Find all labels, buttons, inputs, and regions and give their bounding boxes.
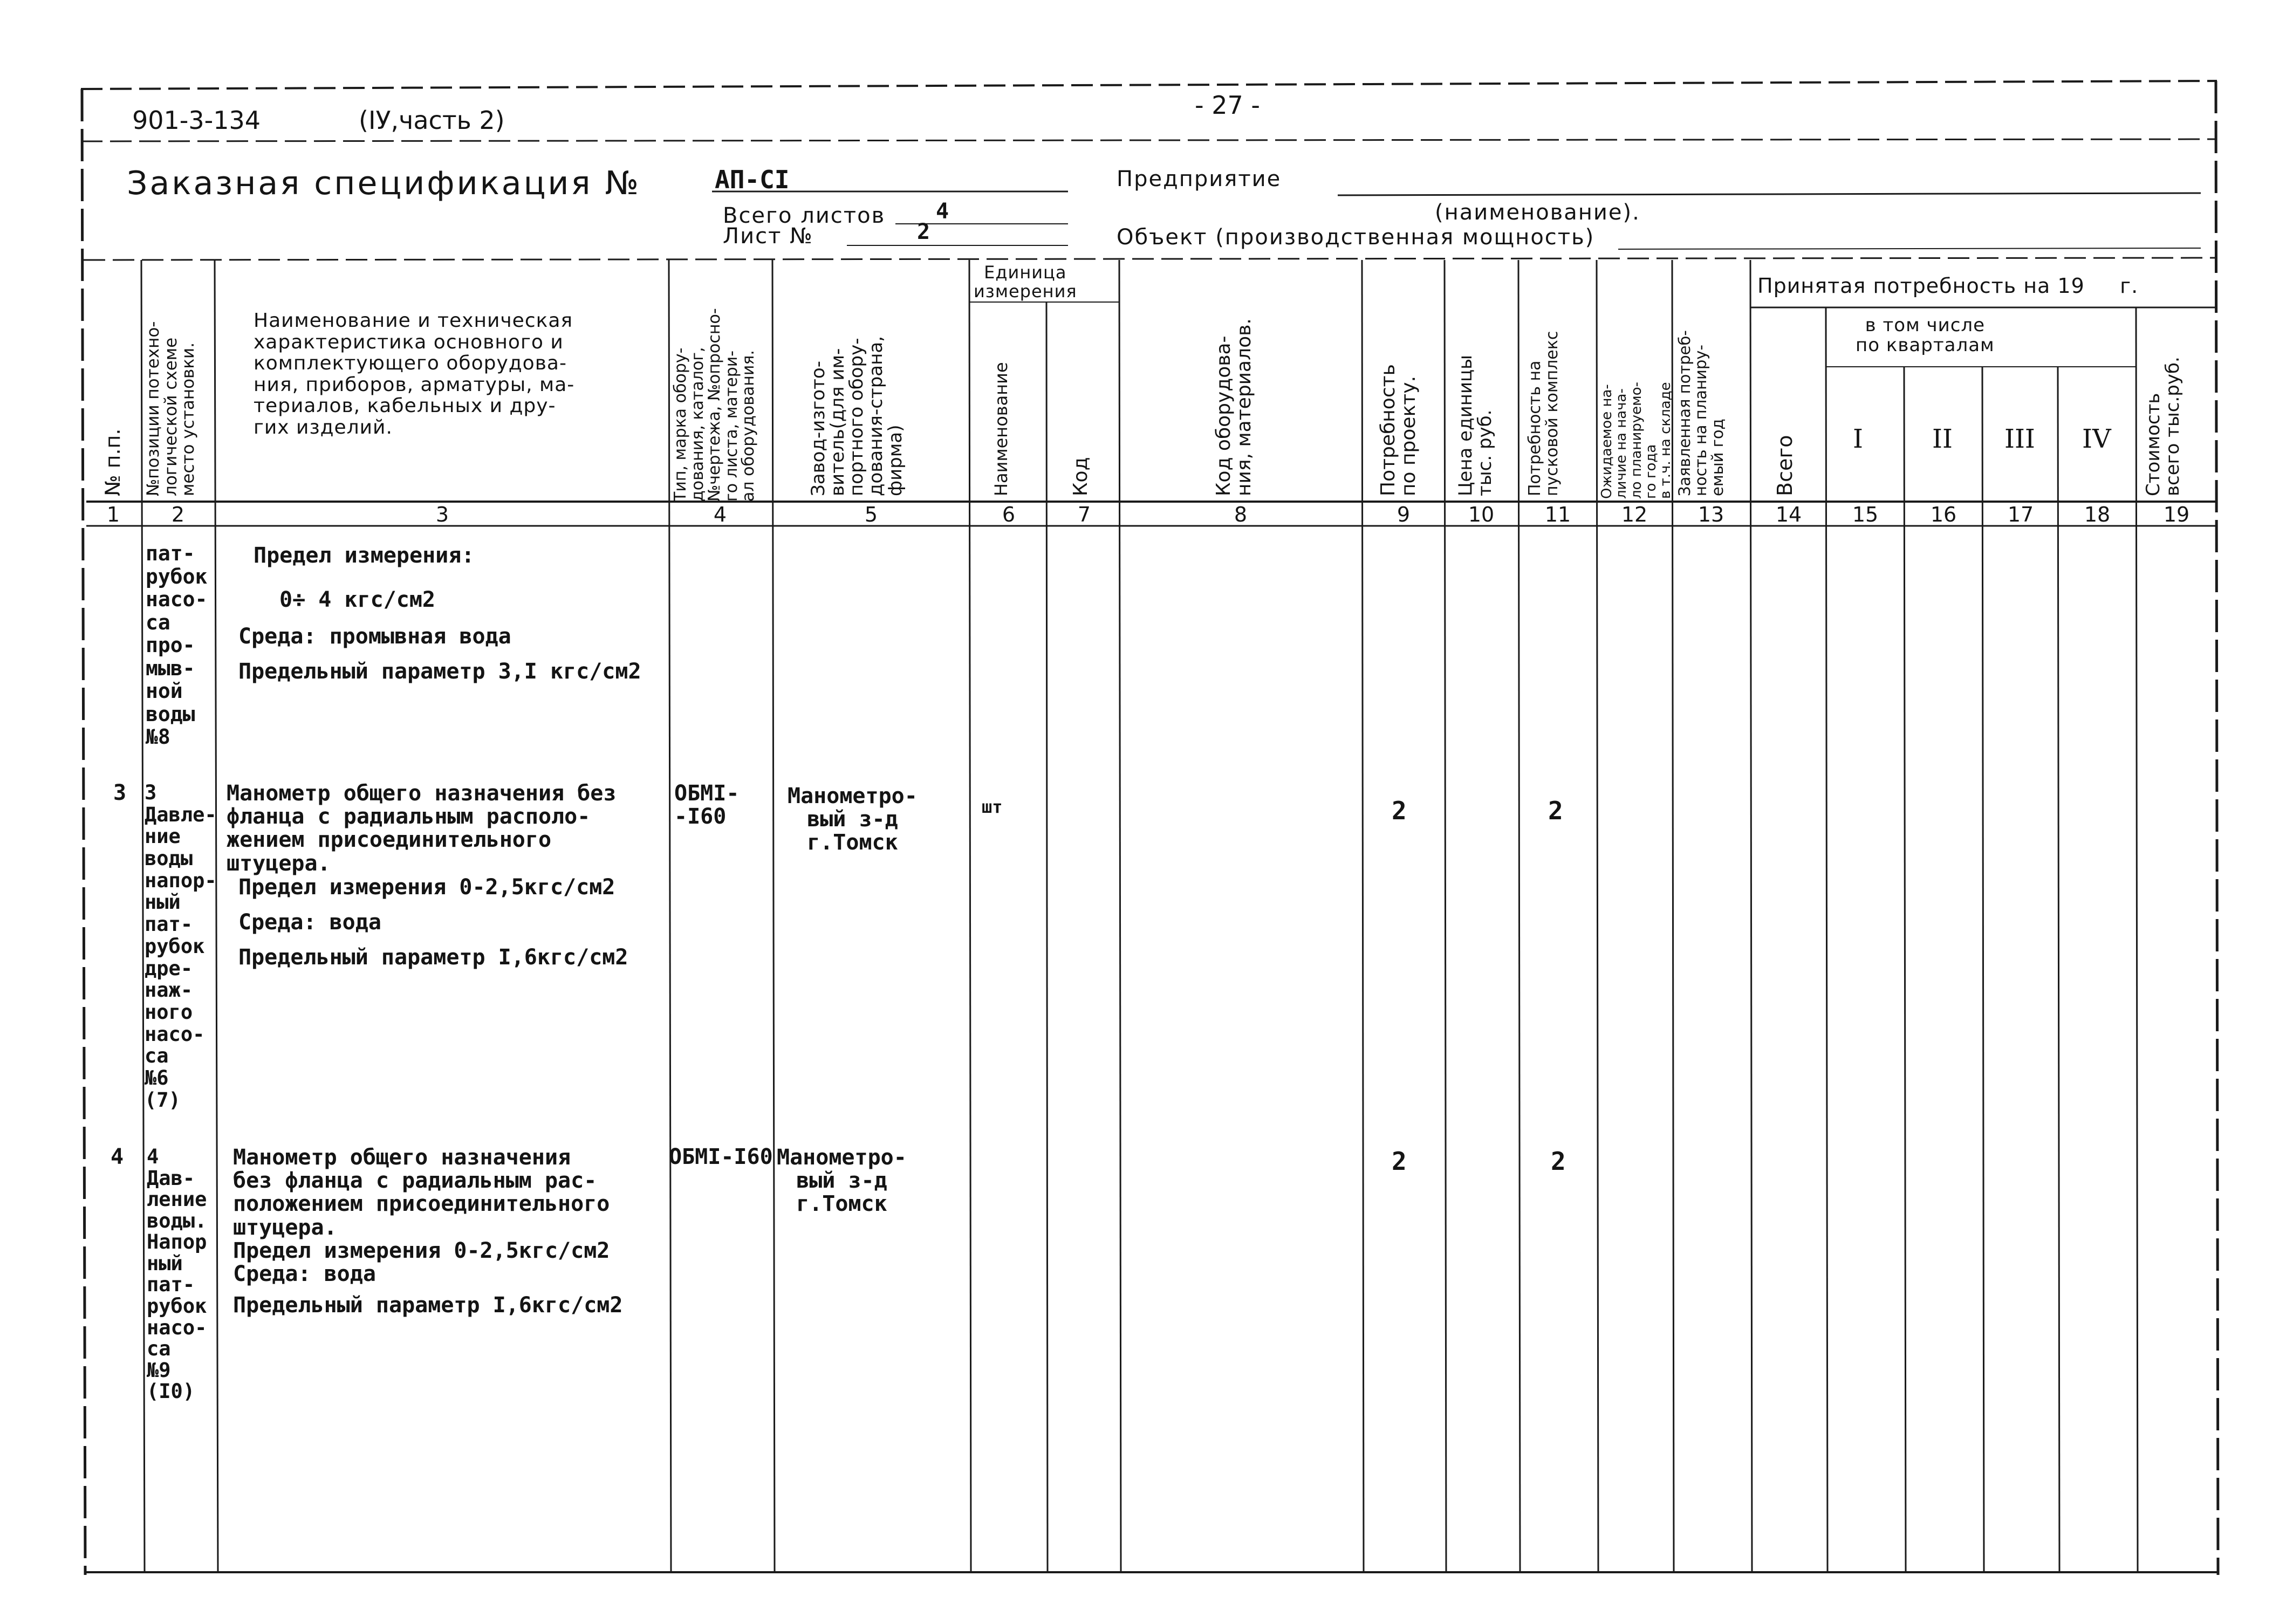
- column-number: 8: [1234, 503, 1248, 526]
- col5-header: Завод-изгото- витель(для им- портного обору- дования-страна, фирма): [807, 335, 906, 496]
- column-number: 14: [1775, 503, 1802, 526]
- column-number: 5: [864, 503, 878, 526]
- row-description-line: Предел измерения:: [254, 543, 475, 568]
- document-code: 901-3-134: [132, 106, 261, 135]
- column-number: 16: [1930, 503, 1957, 526]
- total-sheets-value: 4: [936, 199, 949, 224]
- row-maker: Манометро- вый з-д г.Томск: [788, 784, 918, 855]
- name-caption: (наименование).: [1435, 200, 1640, 225]
- quarter-group-header: в том числе по кварталам: [1856, 314, 1995, 357]
- col8-header: Код оборудова- ния, материалов.: [1213, 318, 1255, 496]
- col2-header: №позиции потехно- логической схеме место установки.: [143, 321, 199, 496]
- row-description-line: Манометр общего назначения без фланца с радиальным располо- жением присоединительного штуцера.: [227, 781, 617, 876]
- row-type: ОБМI-I60: [669, 1145, 773, 1169]
- row-launch-need: 2: [1551, 1147, 1566, 1176]
- unit-group-header: Единица измерения: [974, 262, 1077, 302]
- col6-header: Наименование: [991, 362, 1011, 496]
- col15-header: I: [1853, 424, 1863, 454]
- column-number: 6: [1002, 503, 1016, 526]
- column-number: 11: [1544, 503, 1571, 526]
- row-number: 3: [113, 780, 127, 805]
- column-number: 10: [1468, 503, 1495, 526]
- column-number: 1: [106, 503, 120, 526]
- row-description-line: Предельный параметр I,6кгс/см2: [233, 1293, 623, 1318]
- row-need: 2: [1392, 796, 1407, 825]
- enterprise-label: Предприятие: [1117, 167, 1282, 191]
- column-number: 13: [1697, 503, 1724, 526]
- col17-header: III: [2004, 424, 2035, 454]
- col9-header: Потребность по проекту.: [1377, 364, 1420, 496]
- col12-header: Ожидаемое на- личие на нача- ло планируемо- го года в т.ч. на складе: [1599, 381, 1674, 499]
- row-description-line: Среда: вода: [238, 910, 381, 935]
- col1-header: № п.п.: [101, 428, 125, 496]
- row-number: 4: [111, 1145, 124, 1169]
- row-type: ОБМI- -I60: [674, 781, 740, 830]
- spec-title: Заказная спецификация №: [127, 165, 641, 202]
- row-position: пат- рубок насо- са про- мыв- ной воды №8: [146, 542, 208, 749]
- row-description-line: Предельный параметр I,6кгс/см2: [238, 945, 628, 970]
- col14-header: Всего: [1773, 435, 1797, 496]
- column-number: 3: [435, 503, 449, 526]
- row-position: 4 Дав- ление воды. Напор ный пат- рубок насо- са №9 (I0): [147, 1145, 207, 1403]
- row-description-line: 0÷ 4 кгс/см2: [279, 587, 435, 612]
- row-description-line: Среда: промывная вода: [238, 624, 511, 649]
- document-part: (IУ,часть 2): [359, 106, 505, 135]
- row-unit: шт: [982, 797, 1003, 817]
- object-label: Объект (производственная мощность): [1117, 225, 1595, 250]
- column-number: 9: [1397, 503, 1411, 526]
- row-launch-need: 2: [1548, 796, 1563, 825]
- row-description-line: Предельный параметр 3,I кгс/см2: [238, 659, 641, 684]
- col19-header: Стоимость всего тыс.руб.: [2143, 357, 2184, 496]
- column-number: 15: [1852, 503, 1879, 526]
- col11-header: Потребность на пусковой комплекс: [1525, 331, 1562, 496]
- column-number: 12: [1621, 503, 1648, 526]
- row-position: 3 Давле- ние воды напор- ный пат- рубок дре- наж- ного насо- са №6 (7): [145, 781, 217, 1112]
- column-number: 17: [2007, 503, 2034, 526]
- col16-header: II: [1932, 424, 1953, 454]
- column-number: 19: [2163, 503, 2190, 526]
- column-number: 4: [713, 503, 727, 526]
- col4-header: Тип, марка обору- дования, каталог, №чертежа, №опросно- го листа, матери- ал оборудования.: [671, 308, 758, 502]
- row-need: 2: [1392, 1147, 1407, 1176]
- col13-header: Заявленная потреб- ность на планиру- емый год: [1675, 330, 1727, 496]
- col7-header: Код: [1070, 457, 1092, 496]
- total-sheets-label: Всего листов: [723, 203, 886, 228]
- sheet-value: 2: [917, 220, 930, 244]
- page-number: - 27 -: [1195, 91, 1260, 120]
- sheet-label: Лист №: [723, 224, 813, 249]
- column-number: 2: [171, 503, 185, 526]
- row-description-line: Предел измерения 0-2,5кгс/см2: [238, 875, 615, 900]
- spec-number: АП-СI: [715, 165, 790, 194]
- col18-header: IV: [2082, 424, 2111, 454]
- row-description-line: Манометр общего назначения без фланца с радиальным рас- положением присоединительного штуцера. Предел измерения 0-2,5кгс/см2 Среда: вода: [233, 1145, 610, 1286]
- col10-header: Цена единицы тыс. руб.: [1455, 354, 1496, 496]
- column-number: 18: [2084, 503, 2111, 526]
- row-maker: Манометро- вый з-д г.Томск: [777, 1145, 907, 1217]
- col3-header: Наименование и техническая характеристика основного и комплектующего оборудова- ния, приборов, арматуры, ма- териалов, кабельных и дру- гих изделий.: [254, 310, 575, 438]
- column-number: 7: [1077, 503, 1091, 526]
- accepted-group-header: Принятая потребность на 19 г.: [1757, 274, 2139, 298]
